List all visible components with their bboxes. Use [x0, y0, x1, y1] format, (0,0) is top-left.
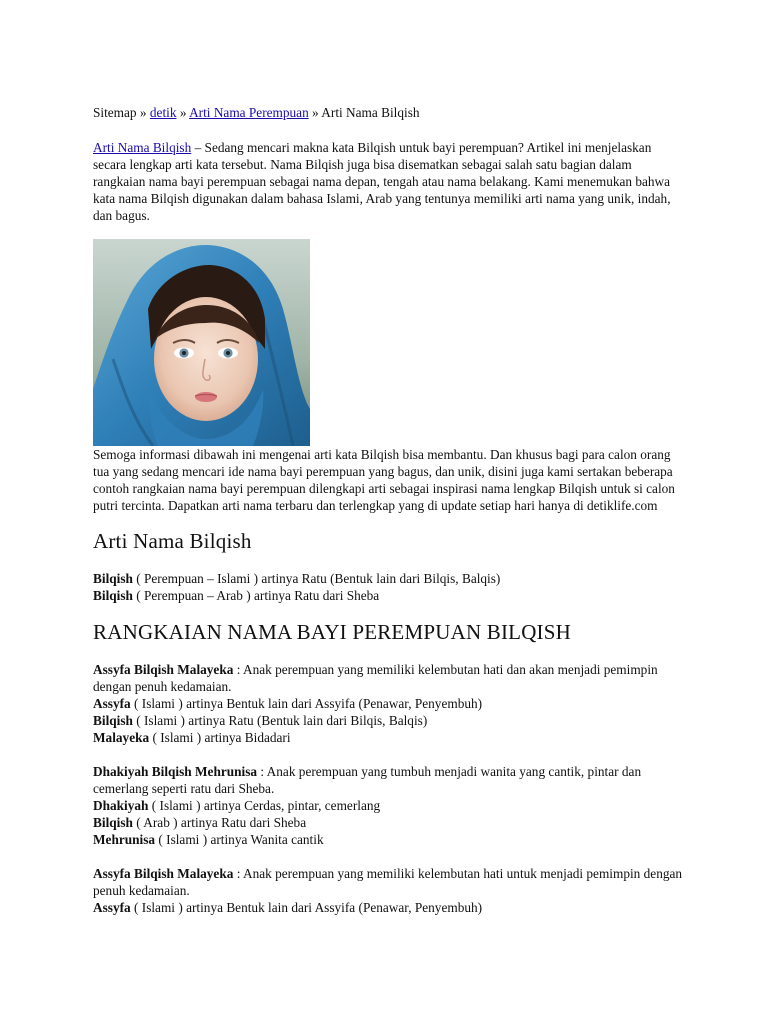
combination-description: : Anak perempuan yang tumbuh menjadi wanita yang cantik, pintar dan cemerlang seperti ratu dari Sheba. [93, 764, 642, 796]
name-meaning: ( Islami ) artinya Wanita cantik [155, 832, 324, 847]
name-combination-group [93, 661, 683, 746]
name-term: Mehrunisa [93, 832, 156, 847]
section-heading-rangkaian: RANGKAIAN NAMA BAYI PEREMPUAN BILQISH [93, 620, 571, 644]
group-title-line [93, 865, 683, 899]
name-term: Assyfa [93, 696, 131, 711]
list-item [93, 587, 683, 604]
name-meaning: ( Islami ) artinya Bentuk lain dari Assyifa (Penawar, Penyembuh) [130, 900, 483, 915]
breadcrumb [93, 104, 683, 121]
list-item [93, 797, 683, 814]
name-meaning: ( Islami ) artinya Bentuk lain dari Assyifa (Penawar, Penyembuh) [130, 696, 483, 711]
intro-title-link[interactable]: Arti Nama Bilqish [93, 140, 192, 155]
breadcrumb-current: Arti Nama Bilqish [321, 105, 420, 120]
name-meaning: ( Arab ) artinya Ratu dari Sheba [132, 815, 307, 830]
name-term: Malayeka [93, 730, 150, 745]
combination-title: Assyfa Bilqish Malayeka [93, 662, 234, 677]
name-meaning: ( Islami ) artinya Cerdas, pintar, cemerlang [148, 798, 381, 813]
list-item [93, 899, 683, 916]
list-item [93, 570, 683, 587]
list-item [93, 831, 683, 848]
group-title-line [93, 661, 683, 695]
name-term: Bilqish [93, 571, 133, 586]
combination-description: : Anak perempuan yang memiliki kelembutan hati dan akan menjadi pemimpin dengan penuh kedamaian. [93, 662, 658, 694]
name-meaning: ( Islami ) artinya Bidadari [149, 730, 291, 745]
name-meaning: ( Islami ) artinya Ratu (Bentuk lain dari Bilqis, Balqis) [132, 713, 428, 728]
breadcrumb-separator: » [312, 105, 319, 120]
name-combination-group [93, 865, 683, 916]
breadcrumb-link-detik[interactable]: detik [149, 105, 177, 120]
combination-title: Dhakiyah Bilqish Mehrunisa [93, 764, 258, 779]
combination-title: Assyfa Bilqish Malayeka [93, 866, 234, 881]
intro-text: – Sedang mencari makna kata Bilqish untuk bayi perempuan? Artikel ini menjelaskan secara lengkap arti kata tersebut. Nama Bilqish juga bisa disematkan sebagai salah satu bagian dalam rangkaian nama bayi perempuan sebagai nama depan, tengah atau nama belakang. Kami menemukan bahwa kata nama Bilqish digunakan dalam bahasa Islami, Arab yang tentunya memiliki arti nama yang unik, indah, dan bagus. [93, 140, 671, 223]
breadcrumb-root: Sitemap [93, 105, 137, 120]
breadcrumb-separator: » [139, 105, 147, 120]
group-title-line [93, 763, 683, 797]
combination-description: : Anak perempuan yang memiliki kelembutan hati untuk menjadi pemimpin dengan penuh kedamaian. [93, 866, 683, 898]
list-item [93, 695, 683, 712]
after-image-paragraph: Semoga informasi dibawah ini mengenai arti kata Bilqish bisa membantu. Dan khusus bagi para calon orang tua yang sedang mencari ide nama bayi perempuan yang bagus, dan unik, disini juga kami sertakan beberapa contoh rangkaian nama bayi perempuan dilengkapi arti sebagai inspirasi nama lengkap Bilqish untuk si calon putri tercinta. Dapatkan arti nama terbaru dan terlengkap yang di update setiap hari hanya di detiklife.com [93, 447, 675, 513]
name-combination-group [93, 763, 683, 848]
name-term: Dhakiyah [93, 798, 149, 813]
name-term: Bilqish [93, 588, 133, 603]
girl-in-hijab-photo [93, 239, 310, 446]
list-item [93, 712, 683, 729]
breadcrumb-separator: » [179, 105, 187, 120]
name-meaning: ( Perempuan – Arab ) artinya Ratu dari Sheba [132, 588, 380, 603]
name-meaning: ( Perempuan – Islami ) artinya Ratu (Bentuk lain dari Bilqis, Balqis) [132, 571, 501, 586]
document-page [93, 104, 683, 916]
name-term: Bilqish [93, 815, 133, 830]
name-term: Bilqish [93, 713, 133, 728]
section-heading-arti-nama: Arti Nama Bilqish [93, 529, 252, 553]
list-item [93, 729, 683, 746]
list-item [93, 814, 683, 831]
arti-nama-list [93, 570, 683, 604]
intro-paragraph [93, 139, 683, 224]
breadcrumb-link-arti-nama-perempuan[interactable]: Arti Nama Perempuan [189, 105, 309, 120]
name-term: Assyfa [93, 900, 131, 915]
